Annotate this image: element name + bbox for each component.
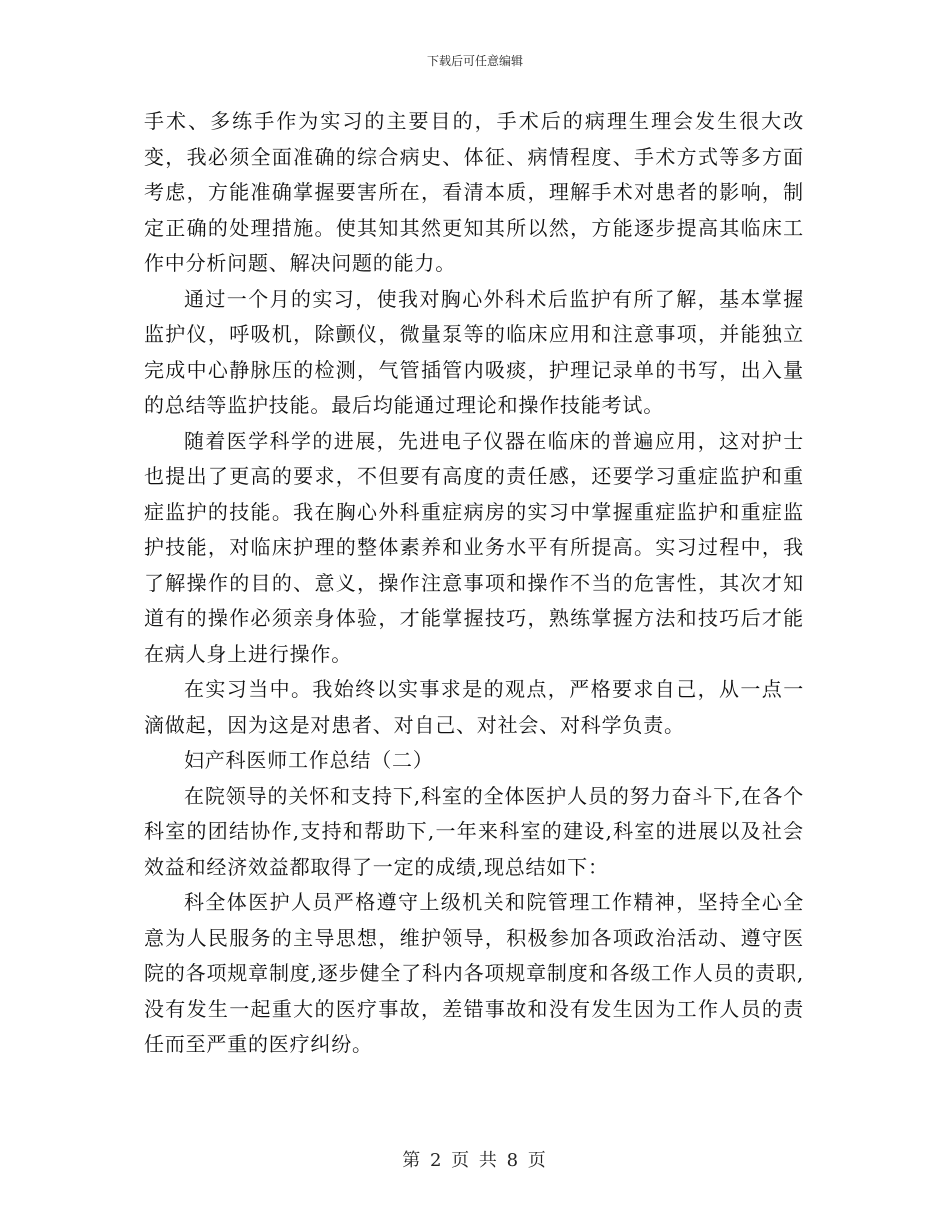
paragraph: 随着医学科学的进展，先进电子仪器在临床的普遍应用，这对护士也提出了更高的要求，不但要有高度的责任感，还要学习重症监护和重症监护的技能。我在胸心外科重症病房的实习中掌握重症监护和重症监护技能，对临床护理的整体素养和业务水平有所提高。实习过程中，我了解操作的目的、意义，操作注意事项和操作不当的危害性，其次才知道有的操作必须亲身体验，才能掌握技巧，熟练掌握方法和技巧后才能在病人身上进行操作。: [144, 428, 804, 666]
paragraph: 科全体医护人员严格遵守上级机关和院管理工作精神，坚持全心全意为人民服务的主导思想，维护领导，积极参加各项政治活动、遵守医院的各项规章制度,逐步健全了科内各项规章制度和各级工作人员的责职,没有发生一起重大的医疗事故，差错事故和没有发生因为工作人员的责任而至严重的医疗纠纷。: [144, 890, 804, 1056]
page-number: 第 2 页 共 8 页: [402, 1150, 548, 1171]
page-header-note: 下载后可任意编辑: [426, 54, 523, 68]
paragraph: 在实习当中。我始终以实事求是的观点，严格要求自己，从一点一滴做起，因为这是对患者、对自己、对社会、对科学负责。: [144, 677, 804, 737]
section-heading: 妇产科医师工作总结（二）: [184, 748, 434, 772]
paragraph: 通过一个月的实习，使我对胸心外科术后监护有所了解，基本掌握监护仪，呼吸机，除颤仪，微量泵等的临床应用和注意事项，并能独立完成中心静脉压的检测，气管插管内吸痰，护理记录单的书写，出入量的总结等监护技能。最后均能通过理论和操作技能考试。: [144, 286, 804, 417]
paragraph: 在院领导的关怀和支持下,科室的全体医护人员的努力奋斗下,在各个科室的团结协作,支持和帮助下,一年来科室的建设,科室的进展以及社会效益和经济效益都取得了一定的成绩,现总结如下：: [144, 783, 804, 879]
paragraph-continued: 手术、多练手作为实习的主要目的，手术后的病理生理会发生很大改变，我必须全面准确的综合病史、体征、病情程度、手术方式等多方面考虑，方能准确掌握要害所在，看清本质，理解手术对患者的影响，制定正确的处理措施。使其知其然更知其所以然，方能逐步提高其临床工作中分析问题、解决问题的能力。: [144, 109, 804, 275]
document-body: [144, 104, 804, 1063]
